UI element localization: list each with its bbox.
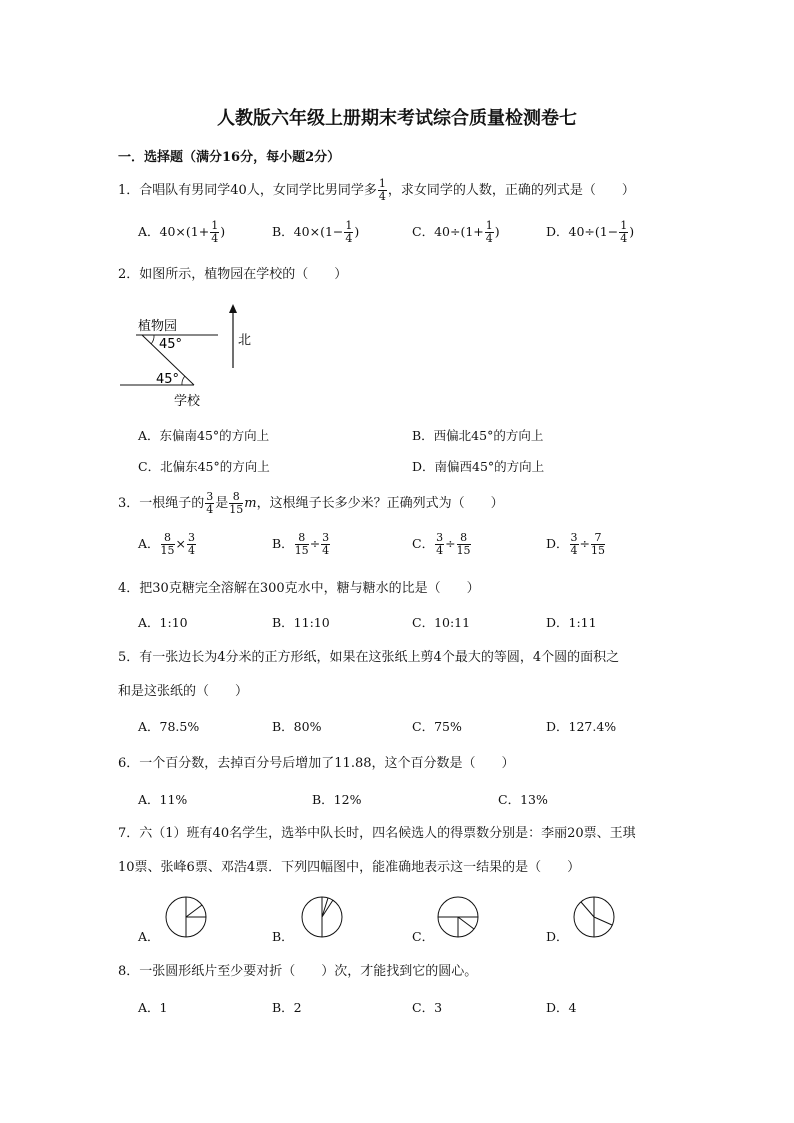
question-5-line2: 和是这张纸的（ ）: [118, 684, 249, 699]
q4-option-c[interactable]: C．10:11: [412, 615, 471, 630]
q3-option-c[interactable]: C． $\frac{3}{4}$ ÷ $\frac{8}{15}$: [412, 531, 471, 557]
question-7-line2: 10票、张峰6票、邓浩4票．下列四幅图中，能准确地表示这一结果的是（ ）: [118, 860, 581, 875]
q8-option-c[interactable]: C．3: [412, 1000, 443, 1015]
q1-fraction: $\frac{1}{4}$: [378, 177, 386, 203]
direction-diagram: [110, 300, 270, 412]
q8-option-a[interactable]: A．1: [138, 1000, 168, 1015]
q6-option-a[interactable]: A．11%: [138, 792, 188, 807]
q1-text-post: ，求女同学的人数，正确的列式是（ ）: [387, 183, 635, 198]
angle-arc-bottom: [182, 376, 185, 385]
question-2: 2．如图所示，植物园在学校的（ ）: [118, 267, 348, 282]
q6-option-c[interactable]: C．13%: [498, 792, 548, 807]
pie-chart-c[interactable]: [436, 895, 480, 939]
q8-option-d[interactable]: D．4: [546, 1000, 577, 1015]
q7-option-a[interactable]: A．: [138, 929, 160, 944]
q7-option-c[interactable]: C．: [412, 929, 435, 944]
pie-chart-b[interactable]: [300, 895, 344, 939]
q2-option-a[interactable]: A．东偏南45°的方向上: [138, 428, 270, 443]
page-title: 人教版六年级上册期末考试综合质量检测卷七: [217, 108, 577, 129]
q1-option-b[interactable]: B．40×(1− $\frac{1}{4}$ ): [272, 219, 360, 245]
q5-option-a[interactable]: A．78.5%: [138, 719, 200, 734]
q1-option-a[interactable]: A．40×(1+ $\frac{1}{4}$ ): [138, 219, 226, 245]
q8-option-b[interactable]: B．2: [272, 1000, 302, 1015]
q2-option-b[interactable]: B．西偏北45°的方向上: [412, 428, 544, 443]
q7-option-b[interactable]: B．: [272, 929, 294, 944]
q4-option-d[interactable]: D．1:11: [546, 615, 597, 630]
diagram-school-label: 学校: [174, 394, 201, 409]
north-arrow-icon: [229, 304, 237, 313]
question-4: 4．把30克糖完全溶解在300克水中，糖与糖水的比是（ ）: [118, 581, 480, 596]
q3-option-d[interactable]: D． $\frac{3}{4}$ ÷ $\frac{7}{15}$: [546, 531, 606, 557]
angle-arc-top: [151, 335, 154, 344]
q3-option-b[interactable]: B． $\frac{8}{15}$ ÷ $\frac{3}{4}$: [272, 531, 330, 557]
diagram-garden-label: 植物园: [138, 319, 178, 334]
angle-label-bottom: 45°: [156, 372, 180, 387]
q4-option-b[interactable]: B．11:10: [272, 615, 330, 630]
q2-option-d[interactable]: D．南偏西45°的方向上: [412, 459, 545, 474]
pie-chart-d[interactable]: [572, 895, 616, 939]
question-1: [118, 178, 635, 203]
q6-option-b[interactable]: B．12%: [312, 792, 362, 807]
pie-chart-a[interactable]: [164, 895, 208, 939]
north-label: 北: [238, 333, 252, 348]
angle-label-top: 45°: [159, 337, 183, 352]
q5-option-b[interactable]: B．80%: [272, 719, 322, 734]
q5-option-d[interactable]: D．127.4%: [546, 719, 617, 734]
q1-option-c[interactable]: C．40÷(1+ $\frac{1}{4}$ ): [412, 219, 500, 245]
q4-option-a[interactable]: A．1:10: [138, 615, 188, 630]
q3-option-a[interactable]: A． $\frac{8}{15}$ × $\frac{3}{4}$: [138, 531, 196, 557]
q7-option-d[interactable]: D．: [546, 929, 569, 944]
question-6: 6．一个百分数，去掉百分号后增加了11.88，这个百分数是（ ）: [118, 756, 515, 771]
q1-option-d[interactable]: D．40÷(1− $\frac{1}{4}$ ): [546, 219, 635, 245]
q1-text-pre: 1．合唱队有男同学40人，女同学比男同学多: [118, 183, 377, 198]
q2-option-c[interactable]: C．北偏东45°的方向上: [138, 459, 270, 474]
question-8: 8．一张圆形纸片至少要对折（ ）次，才能找到它的圆心。: [118, 964, 478, 979]
question-5-line1: 5．有一张边长为4分米的正方形纸，如果在这张纸上剪4个最大的等圆，4个圆的面积之: [118, 650, 620, 665]
question-3: 3．一根绳子的 $\frac{3}{4}$ 是 $\frac{8}{15}$ m，这根绳子长多少米？正确列式为（ ）: [118, 490, 504, 516]
q5-option-c[interactable]: C．75%: [412, 719, 462, 734]
section-heading: 一．选择题（满分16分，每小题2分）: [118, 150, 341, 165]
question-7-line1: 7．六（1）班有40名学生，选举中队长时，四名候选人的得票数分别是：李丽20票、王琪: [118, 826, 636, 841]
